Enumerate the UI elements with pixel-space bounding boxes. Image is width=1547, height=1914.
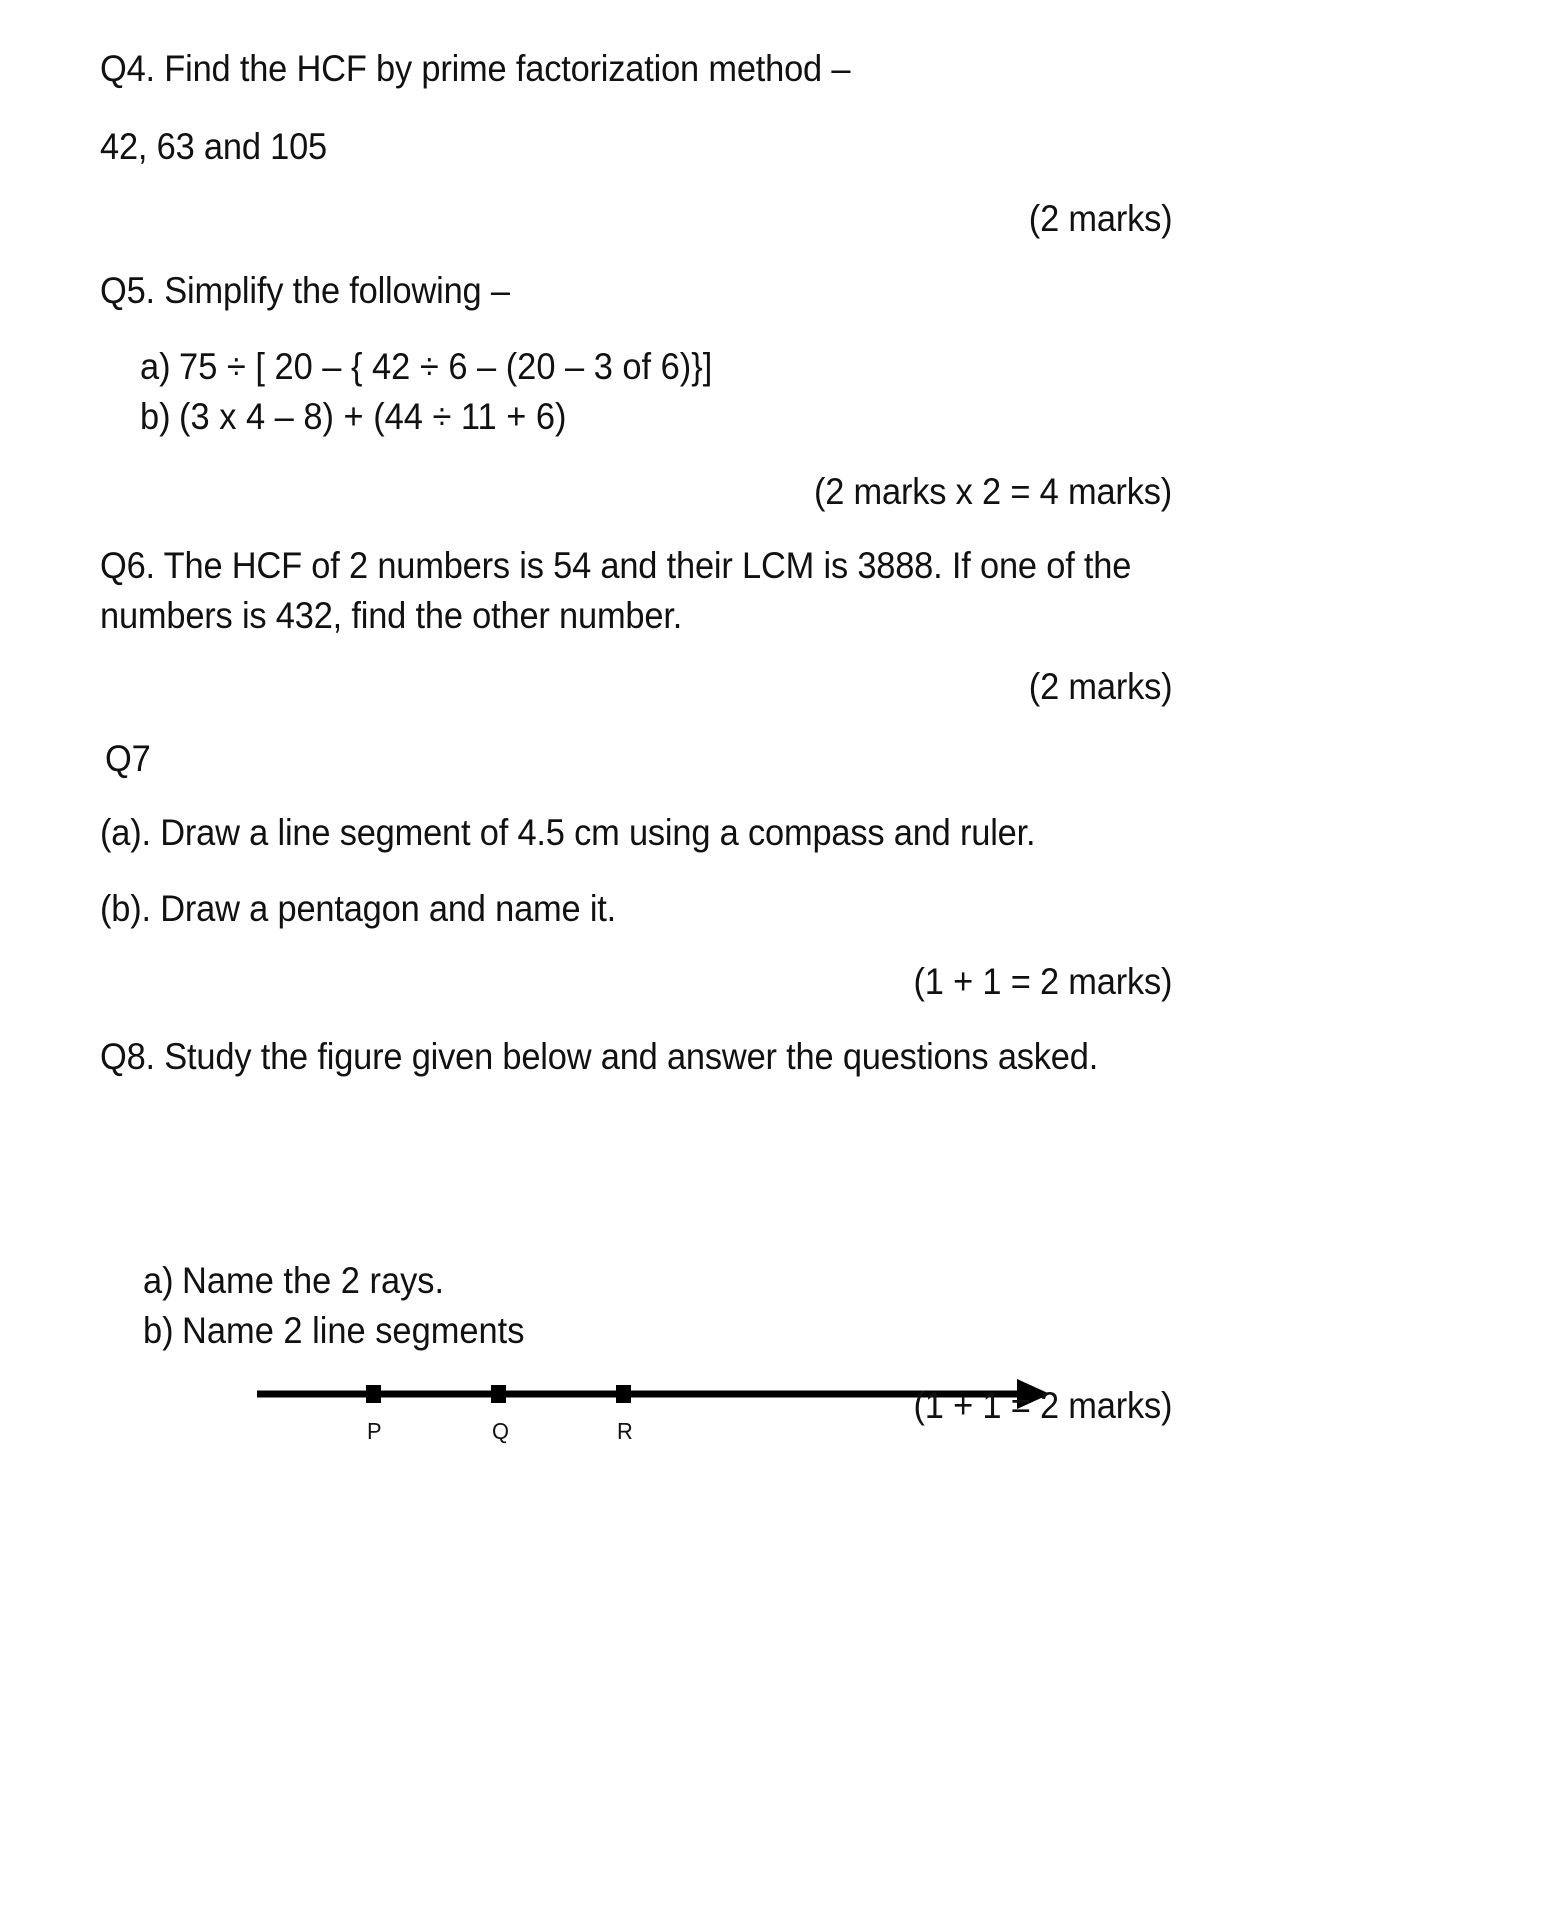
q4-prompt: Q4. Find the HCF by prime factorization method – — [100, 48, 851, 89]
point-marker-r — [616, 1385, 631, 1403]
q8-item-b-text: Name 2 line segments — [182, 1310, 525, 1351]
q7-part-b: (b). Draw a pentagon and name it. — [100, 888, 617, 929]
q8-item-b — [143, 1312, 524, 1349]
q5-item-b — [140, 398, 566, 435]
q6-prompt-line-1: Q6. The HCF of 2 numbers is 54 and their LCM is 3888. If one of the — [100, 545, 1132, 586]
q7-marks: (1 + 1 = 2 marks) — [913, 961, 1172, 1002]
q8-item-a-marker: a) — [143, 1260, 174, 1301]
point-label-q: Q — [492, 1418, 509, 1444]
q8-item-b-marker: b) — [143, 1310, 174, 1351]
q7-prompt: Q7 — [105, 738, 151, 779]
point-label-p: P — [367, 1418, 382, 1444]
q8-prompt: Q8. Study the figure given below and answer the questions asked. — [100, 1036, 1099, 1077]
q4-data-line: 42, 63 and 105 — [100, 126, 328, 167]
point-marker-q — [491, 1385, 506, 1403]
q5-prompt: Q5. Simplify the following – — [100, 270, 510, 311]
q5-item-b-text: (3 x 4 – 8) + (44 ÷ 11 + 6) — [179, 396, 567, 437]
q5-item-b-marker: b) — [140, 396, 171, 437]
q4-marks: (2 marks) — [1028, 198, 1172, 239]
q5-item-a-text: 75 ÷ [ 20 – { 42 ÷ 6 – (20 – 3 of 6)}] — [179, 346, 713, 387]
q7-part-a: (a). Draw a line segment of 4.5 cm using a compass and ruler. — [100, 812, 1036, 853]
q5-item-a — [140, 348, 712, 385]
q6-prompt-line-2: numbers is 432, find the other number. — [100, 595, 683, 636]
q8-marks: (1 + 1 = 2 marks) — [913, 1385, 1172, 1426]
q5-item-a-marker: a) — [140, 346, 171, 387]
q8-item-a-text: Name the 2 rays. — [182, 1260, 445, 1301]
q8-item-a — [143, 1262, 444, 1299]
point-marker-p — [366, 1385, 381, 1403]
point-label-r: R — [617, 1418, 633, 1444]
q5-marks: (2 marks x 2 = 4 marks) — [813, 471, 1172, 512]
q6-marks: (2 marks) — [1028, 666, 1172, 707]
